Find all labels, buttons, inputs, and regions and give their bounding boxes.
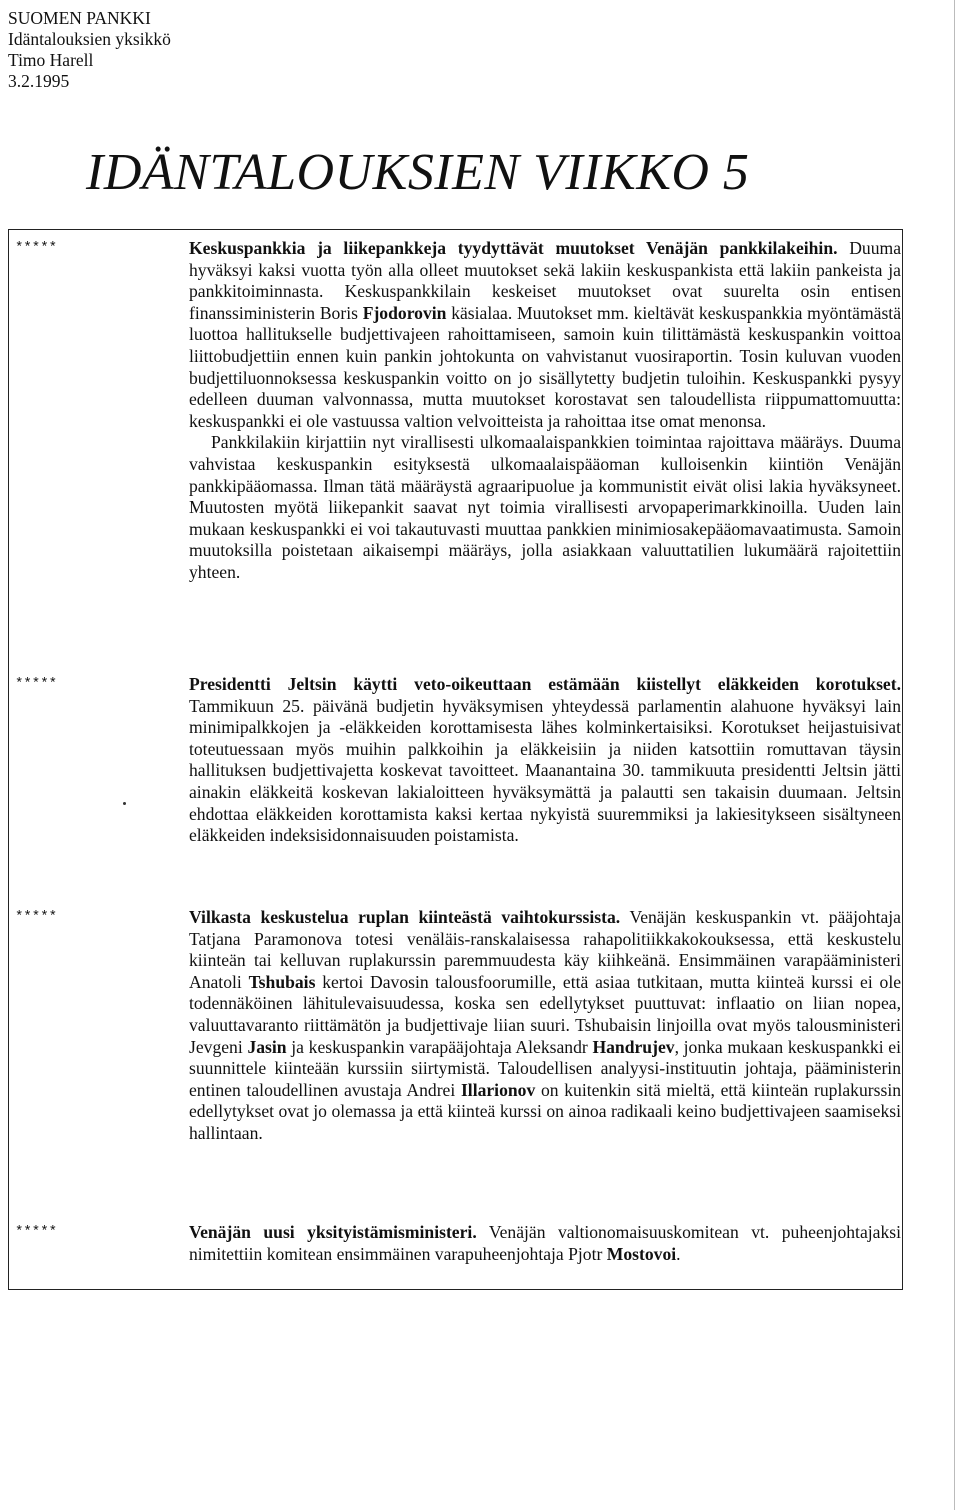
- paragraph-text: Tammikuun 25. päivänä budjetin hyväksymisen yhteydessä parlamentin alahuone hyväksyi lain minimipalkkojen ja -eläkkeiden korottamisesta lähes kolminkertaisiksi. Korotukset heijastuisivat toteutuessaan myös muihin palkkoihin ja eläkkeisiin ja niiden katsottiin romuttavan täysin hallituksen budjettivajetta koskevat tavoitteet. Maanantaina 30. tammikuuta presidentti Jeltsin jätti ainakin eläkkeitä koskevan lakialoitteen hyväksymättä ja palautti sen takaisin duumaan. Jeltsin ehdottaa eläkkeiden korottamista kaksi kertaa nykyistä suuremmiksi ja lakiesitykseen sisältyneen eläkkeiden indeksisidonnaisuuden poistamista.: [189, 695, 901, 846]
- content-frame: [8, 229, 903, 1290]
- paragraph-text: käsialaa. Muutokset mm. kieltävät keskuspankkia myöntämästä luottoa hallitukselle budjettivajeen rahoittamiseen, samoin kuin tilittämästä keskuspankin voittoa liittobudjettiin ennen kuin pankin johtokunta on vahvistanut vuosiraportin. Tosin kuluvan vuoden budjettiluonnoksessa keskuspankin voitto on jo sisällytetty budjetin tuloihin. Keskuspankki pysyy edelleen duuman valvonnassa, mutta muutokset korostavat sen taloudellista riippumattomuutta: keskuspankki ei ole vastuussa valtion velvoitteista ja rahoittaa itse omat menonsa.: [189, 302, 901, 431]
- document-header: [8, 8, 171, 92]
- author-name: Timo Harell: [8, 50, 94, 70]
- organization-name: SUOMEN PANKKI: [8, 8, 151, 28]
- item-headline: Presidentti Jeltsin käytti veto-oikeuttaan estämään kiistellyt eläkkeiden korotukset.: [189, 674, 901, 694]
- item-body: [189, 907, 901, 1145]
- item-paragraph: [189, 674, 901, 847]
- item-paragraph: Pankkilakiin kirjattiin nyt virallisesti ulkomaalaispankkien toimintaa rajoittava määräys. Duuma vahvistaa keskuspankin esityksestä ulkomaalaispääoman kulloisenkin kiintiön Venäjän pankkipääomassa. Ilman tätä määräystä agraaripuolue ja kommunistit eivät olisi lakia hyväksyneet. Muutosten myötä liikepankit saavat nyt toimia virallisesti arvopaperimarkkinoilla. Uuden lain mukaan keskuspankki ei voi takautuvasti muuttaa pankkien minimiosakepääomavaatimusta. Samoin muutoksilla poistetaan aikaisempi määräys, jolla asiakkaan valuuttatilien lukumäärä rajoitettiin yhteen.: [189, 432, 901, 582]
- person-name: Mostovoi: [606, 1243, 677, 1264]
- item-headline: Keskuspankkia ja liikepankkeja tyydyttävät muutokset Venäjän pankkilakeihin.: [189, 238, 838, 258]
- page-edge-line: [954, 0, 955, 1510]
- person-name: Handrujev: [592, 1036, 675, 1057]
- person-name: Fjodorovin: [362, 302, 447, 323]
- person-name: Tshubais: [248, 971, 316, 992]
- item-headline: Vilkasta keskustelua ruplan kiinteästä vaihtokurssista.: [189, 907, 621, 927]
- document-date: 3.2.1995: [8, 71, 70, 91]
- item-body: [189, 1222, 901, 1265]
- scan-speck: [123, 802, 126, 805]
- page-title: IDÄNTALOUKSIEN VIIKKO 5: [86, 144, 750, 201]
- paragraph-text: , jonka mukaan keskuspankki ei suunnittele kiinteään kurssiin siirtymistä. Taloudellisen analyysi-instituutin johtaja, pääministerin entinen taloudellinen avustaja Andrei: [189, 1036, 901, 1100]
- item-headline: Venäjän uusi yksityistämisministeri.: [189, 1222, 477, 1242]
- item-marker: *****: [15, 240, 58, 256]
- person-name: Jasin: [247, 1036, 287, 1057]
- paragraph-text: kertoi Davosin talousfoorumille, että asiaa tutkitaan, mutta kiinteä kurssi ei ole todennäköinen lähitulevaisuudessa, koska sen edellytykset puuttuvat: inflaatio on liian nopea, valuuttavaranto riittämätön ja budjettivaje liian suuri. Tshubaisin linjoilla ovat myös talousministeri Jevgeni: [189, 971, 902, 1057]
- unit-name: Idäntalouksien yksikkö: [8, 29, 171, 49]
- item-paragraph: [189, 1222, 901, 1265]
- paragraph-text: .: [676, 1243, 681, 1264]
- paragraph-text: Venäjän keskuspankin vt. pääjohtaja Tatjana Paramonova totesi venäläis-ranskalaisessa rahapolitiikkakokouksessa, että keskustelu kiinteän tai kelluvan ruplakurssin paremmuudesta käy kiihkeänä. Ensimmäinen varapääministeri Anatoli: [189, 907, 901, 992]
- item-body: [189, 238, 901, 584]
- person-name: Illarionov: [460, 1079, 536, 1100]
- paragraph-text: Duuma hyväksyi kaksi vuotta työn alla olleet muutokset sekä lakiin keskuspankista että lakiin pankeista ja pankkitoiminnasta. Keskuspankkilain keskeiset muutokset ovat suurelta osin entisen finanssiministerin Boris: [189, 238, 901, 323]
- paragraph-text: on kuitenkin sitä mieltä, että kiinteän ruplakurssin edellytykset ovat jo olemassa ja että kiinteä kurssi on ainoa radikaali keino budjettivajeen saamiseksi hallintaan.: [189, 1079, 902, 1143]
- paragraph-text: Venäjän valtionomaisuuskomitean vt. puheenjohtajaksi nimitettiin komitean ensimmäinen varapuheenjohtaja Pjotr: [189, 1222, 901, 1264]
- item-paragraph: [189, 907, 901, 1145]
- item-paragraph: [189, 238, 901, 432]
- item-marker: *****: [15, 909, 58, 925]
- item-body: [189, 674, 901, 847]
- item-marker: *****: [15, 1224, 58, 1240]
- paragraph-text: ja keskuspankin varapääjohtaja Aleksandr: [286, 1036, 593, 1057]
- item-marker: *****: [15, 676, 58, 692]
